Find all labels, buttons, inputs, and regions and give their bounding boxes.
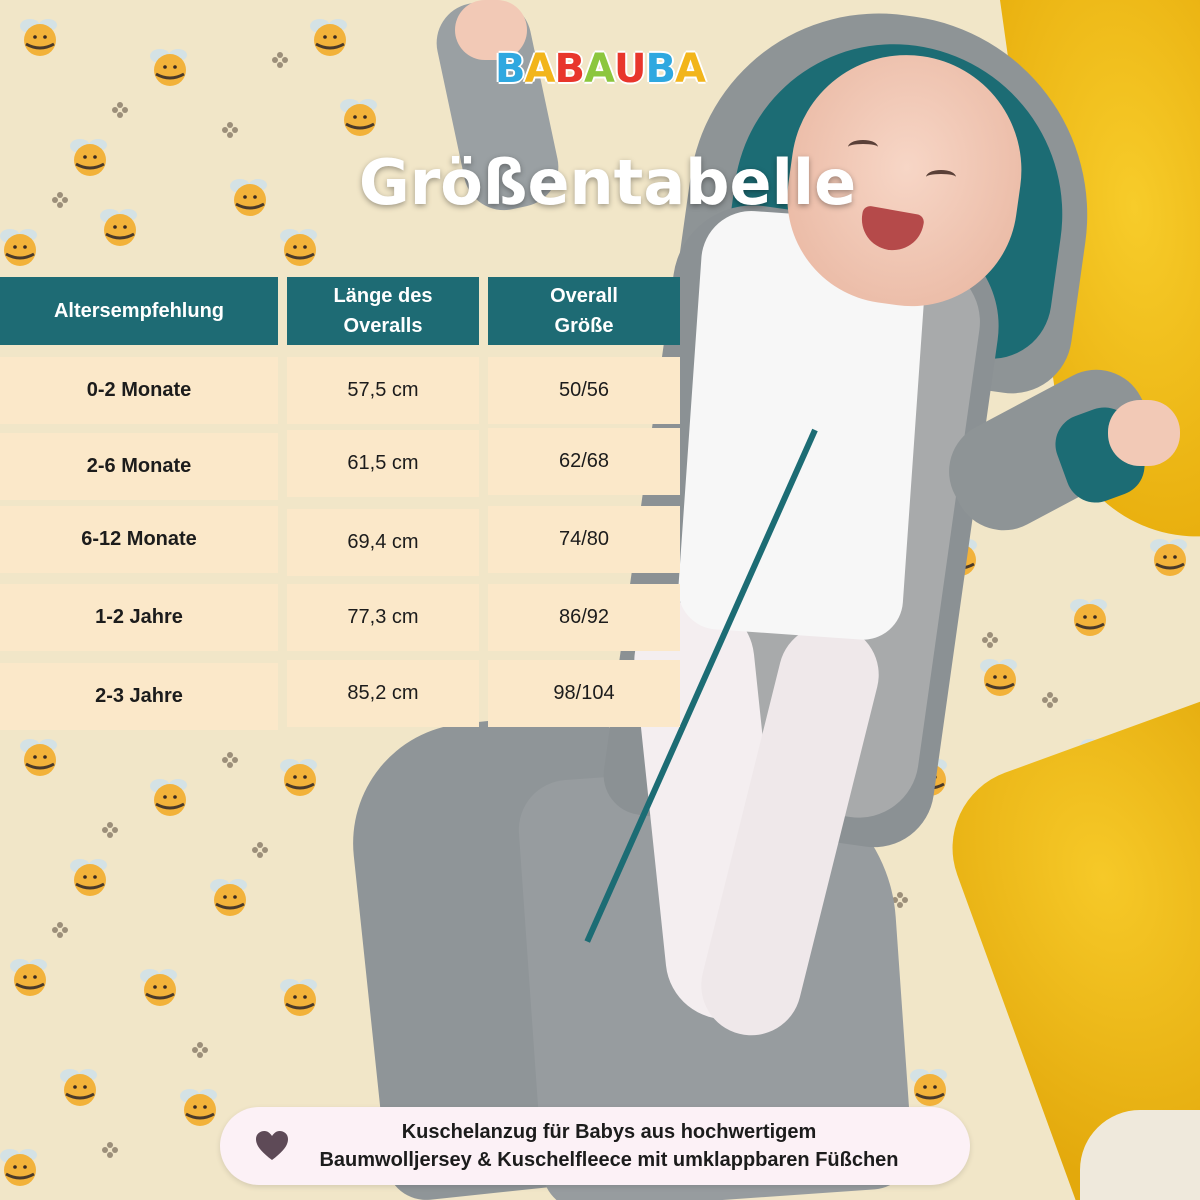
cell-size: 62/68 (488, 428, 680, 495)
cell-size: 74/80 (488, 506, 680, 573)
logo-letter: A (524, 46, 555, 92)
cell-size: 50/56 (488, 357, 680, 424)
cell-age: 0-2 Monate (0, 357, 278, 424)
cell-length: 77,3 cm (287, 584, 479, 651)
logo-letter: B (495, 46, 525, 92)
header-size (488, 277, 680, 345)
header-length (287, 277, 479, 345)
cell-length: 69,4 cm (287, 509, 479, 576)
cell-age: 6-12 Monate (0, 506, 278, 573)
cell-size: 86/92 (488, 584, 680, 651)
heart-icon (254, 1128, 290, 1164)
cell-length: 85,2 cm (287, 660, 479, 727)
cell-age: 2-6 Monate (0, 433, 278, 500)
description-line-1: Kuschelanzug für Babys aus hochwertigem (401, 1121, 817, 1143)
product-description-banner (220, 1107, 970, 1185)
cell-size: 98/104 (488, 660, 680, 727)
cell-age: 1-2 Jahre (0, 584, 278, 651)
cell-age: 2-3 Jahre (0, 663, 278, 730)
brand-logo (0, 46, 1200, 92)
header-size-line2: Größe (554, 315, 614, 337)
header-age (0, 277, 278, 345)
logo-letter: U (613, 46, 646, 92)
logo-letter: A (584, 46, 614, 92)
logo-letter: A (674, 46, 705, 92)
page-title: Größentabelle (358, 146, 857, 219)
logo-letter: B (554, 46, 585, 92)
baby-hand (1108, 400, 1180, 466)
product-description (290, 1118, 970, 1174)
cell-length: 57,5 cm (287, 357, 479, 424)
logo-letter: B (645, 46, 675, 92)
header-age-label: Altersempfehlung (53, 300, 225, 322)
description-line-2: Baumwolljersey & Kuschelfleece mit umklappbaren Füßchen (319, 1149, 899, 1171)
header-size-line1: Overall (550, 285, 618, 307)
header-length-line1: Länge des (333, 285, 433, 307)
cell-length: 61,5 cm (287, 430, 479, 497)
header-length-line2: Overalls (343, 315, 423, 337)
